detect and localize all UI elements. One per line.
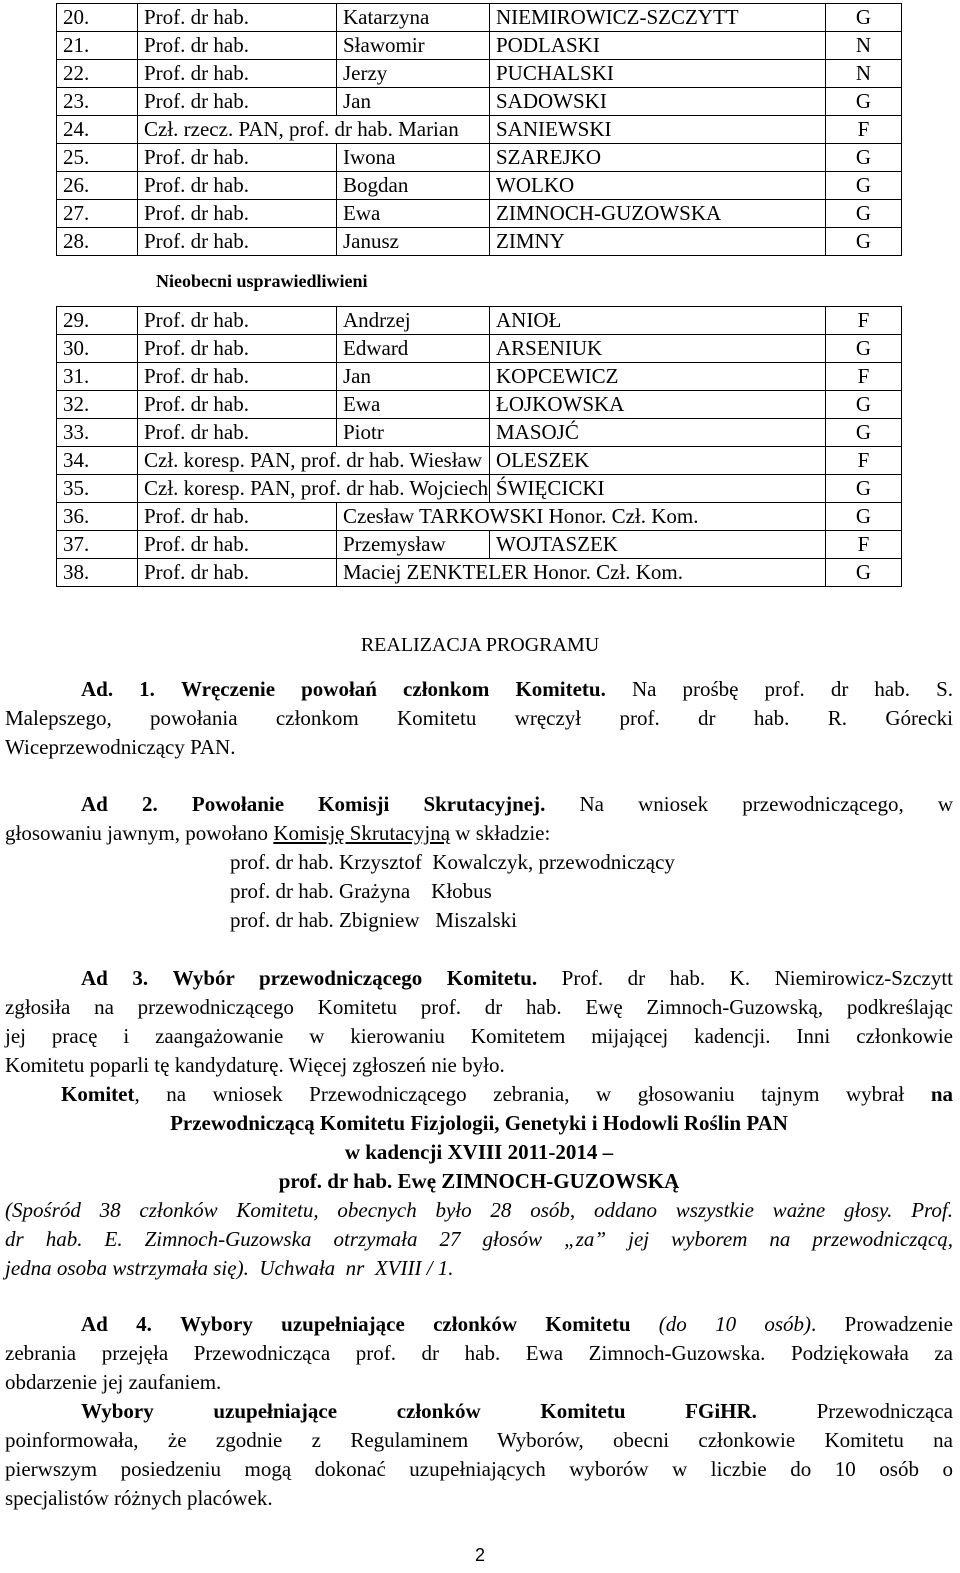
row-surname: ARSENIUK [490,335,826,363]
ad4-paren: (do 10 osób) [658,1312,812,1336]
row-title: Prof. dr hab. [138,559,337,587]
ad3-line2: zgłosiła na przewodniczącego Komitetu prof. dr hab. Ewę Zimnoch-Guzowską, podkreślając [5,995,953,1019]
page-number: 2 [474,1545,485,1565]
row-title: Prof. dr hab. [138,88,337,116]
row-surname: SZAREJKO [490,144,826,172]
row-title-name: Czł. rzecz. PAN, prof. dr hab. Marian [138,116,490,144]
row-surname: MASOJĆ [490,419,826,447]
ad4-p2-line3: pierwszym posiedzeniu mogą dokonać uzupełniających wyborów w liczbie do 10 osób o [5,1457,953,1481]
row-group: N [826,60,902,88]
ad4-line2: zebrania przejęła Przewodnicząca prof. dr hab. Ewa Zimnoch-Guzowska. Podziękowała za [5,1341,953,1365]
note-line3: jedna osoba wstrzymała się). Uchwała nr XVIII / 1. [5,1256,454,1280]
ad4-title: Wybory uzupełniające członków Komitetu [180,1312,631,1336]
row-number: 26. [57,172,138,200]
row-title: Prof. dr hab. [138,531,337,559]
ad3-label: Ad 3. [81,966,149,990]
row-number: 29. [57,307,138,335]
decision-center2: w kadencji XVIII 2011-2014 – [344,1140,614,1164]
ad1-text: Na prośbę prof. dr hab. S. [631,677,953,701]
ad1-label: Ad. 1. [81,677,155,701]
ad4-p2-line4: specjalistów różnych placówek. [5,1486,273,1510]
decision-na: na [930,1082,953,1106]
row-number: 31. [57,363,138,391]
row-number: 20. [57,4,138,32]
table-row [57,391,902,419]
table-row [57,60,902,88]
ad2-label: Ad 2. [81,792,158,816]
section-title: REALIZACJA PROGRAMU [360,634,600,656]
row-title: Prof. dr hab. [138,419,337,447]
row-group: G [826,419,902,447]
absent-members-table [56,306,902,587]
table-row [57,447,902,475]
note-line1: (Spośród 38 członków Komitetu, obecnych było 28 osób, oddano wszystkie ważne głosy. Prof. [5,1198,953,1222]
row-surname: SADOWSKI [490,88,826,116]
ad2-text: Na wniosek przewodniczącego, w [579,792,954,816]
table-row [57,88,902,116]
row-number: 27. [57,200,138,228]
row-surname: WOJTASZEK [490,531,826,559]
ad2-title: Powołanie Komisji Skrutacyjnej. [191,792,546,816]
ad4-p2-rest: Przewodnicząca [756,1399,953,1423]
row-surname: ANIOŁ [490,307,826,335]
table-row [57,475,902,503]
row-title: Prof. dr hab. [138,32,337,60]
row-number: 35. [57,475,138,503]
row-first-name: Przemysław [337,531,490,559]
row-first-name: Iwona [337,144,490,172]
table-row [57,559,902,587]
decision-komitet: Komitet [61,1082,135,1106]
row-number: 36. [57,503,138,531]
ad3-line4: Komitetu poparli tę kandydaturę. Więcej zgłoszeń nie było. [5,1053,505,1077]
decision-center1: Przewodniczącą Komitetu Fizjologii, Genetyki i Hodowli Roślin PAN [170,1111,788,1135]
ad1-paragraph [5,675,953,762]
ad1-line3: Wiceprzewodniczący PAN. [5,735,236,759]
table-row [57,200,902,228]
row-group: F [826,116,902,144]
row-first-name: Katarzyna [337,4,490,32]
row-number: 33. [57,419,138,447]
table-row [57,228,902,256]
table-row [57,363,902,391]
row-group: F [826,447,902,475]
table-row [57,172,902,200]
row-title: Prof. dr hab. [138,144,337,172]
row-surname: ZIMNY [490,228,826,256]
ad2-line2b: w składzie: [450,821,551,845]
row-first-name: Ewa [337,200,490,228]
row-group: G [826,391,902,419]
row-group: G [826,228,902,256]
row-title: Prof. dr hab. [138,363,337,391]
row-surname: OLESZEK [490,447,826,475]
ad4-paragraph [5,1310,953,1513]
ad3-title: Wybór przewodniczącego Komitetu. [172,966,538,990]
row-title: Prof. dr hab. [138,60,337,88]
row-group: G [826,144,902,172]
member-1: prof. dr hab. Krzysztof Kowalczyk, przewodniczący [230,850,675,874]
ad2-line2a: głosowaniu jawnym, powołano [5,821,274,845]
row-title: Prof. dr hab. [138,200,337,228]
member-3: prof. dr hab. Zbigniew Miszalski [230,908,517,932]
row-surname: ŚWIĘCICKI [490,475,826,503]
row-surname: ZIMNOCH-GUZOWSKA [490,200,826,228]
table-row [57,503,902,531]
row-number: 25. [57,144,138,172]
ad3-line3: jej pracę i zaangażowanie w kierowaniu Komitetem mijającej kadencji. Inni członkowie [5,1024,953,1048]
row-number: 30. [57,335,138,363]
table-row [57,144,902,172]
row-group: G [826,559,902,587]
ad4-label: Ad 4. [81,1312,152,1336]
table-row [57,307,902,335]
row-title: Prof. dr hab. [138,503,337,531]
row-first-name: Edward [337,335,490,363]
row-title-name: Czł. koresp. PAN, prof. dr hab. Wiesław [138,447,490,475]
row-number: 34. [57,447,138,475]
ad4-p2-line2: poinformowała, że zgodnie z Regulaminem Wyborów, obecni członkowie Komitetu na [5,1428,953,1452]
row-number: 21. [57,32,138,60]
table-row [57,531,902,559]
row-title: Prof. dr hab. [138,172,337,200]
decision-center3: prof. dr hab. Ewę ZIMNOCH-GUZOWSKĄ [278,1169,680,1193]
row-group: G [826,4,902,32]
ad2-commission: Komisję Skrutacyjną [273,821,451,845]
row-number: 24. [57,116,138,144]
member-2: prof. dr hab. Grażyna Kłobus [230,879,492,903]
row-group: G [826,88,902,116]
row-title: Prof. dr hab. [138,307,337,335]
ad3-paragraph [5,964,953,1283]
row-group: F [826,531,902,559]
row-surname: PODLASKI [490,32,826,60]
row-first-name: Jan [337,88,490,116]
absent-heading: Nieobecni usprawiedliwieni [156,271,368,291]
row-number: 23. [57,88,138,116]
ad4-line3: obdarzenie jej zaufaniem. [5,1370,222,1394]
row-number: 22. [57,60,138,88]
row-first-name: Janusz [337,228,490,256]
table-row [57,116,902,144]
row-number: 38. [57,559,138,587]
row-group: F [826,363,902,391]
row-group: G [826,503,902,531]
row-first-name: Andrzej [337,307,490,335]
row-surname: ŁOJKOWSKA [490,391,826,419]
table-row [57,419,902,447]
ad4-p2-bold: Wybory uzupełniające członków Komitetu FGiHR. [81,1399,757,1423]
row-first-name: Sławomir [337,32,490,60]
note-line2: dr hab. E. Zimnoch-Guzowska otrzymała 27 głosów „za” jej wyborem na przewodniczącą, [5,1227,953,1251]
ad2-paragraph [5,790,953,848]
row-number: 28. [57,228,138,256]
ad3-text: Prof. dr hab. K. Niemirowicz-Szczytt [561,966,954,990]
ad1-line2: Malepszego, powołania członkom Komitetu wręczył prof. dr hab. R. Górecki [5,706,953,730]
row-group: G [826,172,902,200]
row-name-merged: Maciej ZENKTELER Honor. Czł. Kom. [337,559,826,587]
row-group: G [826,475,902,503]
present-members-table [56,3,902,256]
row-title-name: Czł. koresp. PAN, prof. dr hab. Wojciech [138,475,490,503]
row-title: Prof. dr hab. [138,391,337,419]
row-surname: SANIEWSKI [490,116,826,144]
table-row [57,4,902,32]
row-title: Prof. dr hab. [138,335,337,363]
decision-text: , na wniosek Przewodniczącego zebrania, w głosowaniu tajnym wybrał [134,1082,931,1106]
table-row [57,32,902,60]
row-title: Prof. dr hab. [138,228,337,256]
row-first-name: Bogdan [337,172,490,200]
row-number: 37. [57,531,138,559]
row-surname: WOLKO [490,172,826,200]
row-first-name: Piotr [337,419,490,447]
row-surname: NIEMIROWICZ-SZCZYTT [490,4,826,32]
row-name-merged: Czesław TARKOWSKI Honor. Czł. Kom. [337,503,826,531]
row-first-name: Jerzy [337,60,490,88]
table-row [57,335,902,363]
row-surname: KOPCEWICZ [490,363,826,391]
row-group: F [826,307,902,335]
row-surname: PUCHALSKI [490,60,826,88]
row-title: Prof. dr hab. [138,4,337,32]
row-number: 32. [57,391,138,419]
row-group: G [826,200,902,228]
row-first-name: Jan [337,363,490,391]
ad1-title: Wręczenie powołań członkom Komitetu. [181,677,606,701]
ad4-text: . Prowadzenie [811,1312,953,1336]
commission-members [230,848,675,935]
row-group: N [826,32,902,60]
row-group: G [826,335,902,363]
row-first-name: Ewa [337,391,490,419]
